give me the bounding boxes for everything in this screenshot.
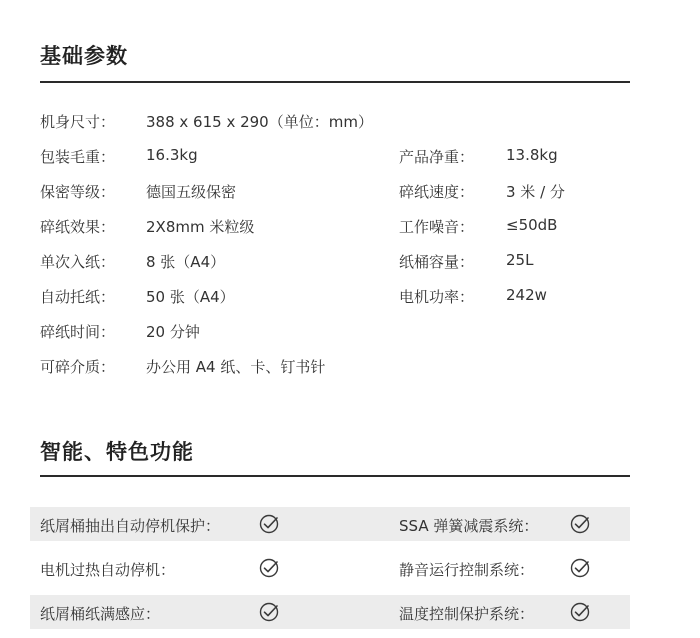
spec-label: 碎纸效果：: [40, 218, 116, 236]
spec-label: 可碎介质：: [40, 358, 116, 376]
spec-row: [40, 146, 640, 170]
spec-value: 2X8mm 米粒级: [146, 218, 255, 236]
basic-params-title: 基础参数: [40, 44, 128, 68]
spec-value: 20 分钟: [146, 323, 200, 341]
spec-value: 3 米 / 分: [506, 183, 565, 201]
feature-row: [30, 551, 630, 585]
spec-value: 25L: [506, 251, 534, 269]
check-circle-icon: [258, 557, 280, 579]
spec-value: 办公用 A4 纸、卡、钉书针: [146, 358, 326, 376]
spec-row: [40, 181, 640, 205]
spec-row: [40, 111, 640, 135]
spec-row: [40, 286, 640, 310]
spec-value: 16.3kg: [146, 146, 198, 164]
spec-label: 电机功率：: [399, 288, 475, 306]
spec-row: [40, 251, 640, 275]
feature-label: SSA 弹簧减震系统：: [399, 517, 539, 535]
spec-value: ≤50dB: [506, 216, 558, 234]
spec-label: 包装毛重：: [40, 148, 116, 166]
spec-label: 保密等级：: [40, 183, 116, 201]
section-divider: [40, 475, 630, 477]
spec-value: 8 张（A4）: [146, 253, 226, 271]
spec-label: 自动托纸：: [40, 288, 116, 306]
features-title: 智能、特色功能: [40, 440, 194, 464]
spec-value: 德国五级保密: [146, 183, 237, 201]
spec-row: [40, 321, 640, 345]
spec-value: 13.8kg: [506, 146, 558, 164]
feature-label: 纸屑桶纸满感应：: [40, 605, 161, 623]
spec-label: 纸桶容量：: [399, 253, 475, 271]
spec-value: 50 张（A4）: [146, 288, 235, 306]
spec-label: 碎纸时间：: [40, 323, 116, 341]
spec-label: 单次入纸：: [40, 253, 116, 271]
feature-label: 电机过热自动停机：: [40, 561, 176, 579]
spec-label: 工作噪音：: [399, 218, 475, 236]
feature-label: 纸屑桶抽出自动停机保护：: [40, 517, 221, 535]
feature-row: [30, 595, 630, 629]
spec-value: 242w: [506, 286, 547, 304]
feature-label: 静音运行控制系统：: [399, 561, 535, 579]
check-circle-icon: [569, 557, 591, 579]
spec-row: [40, 216, 640, 240]
check-circle-icon: [569, 601, 591, 623]
section-divider: [40, 81, 630, 83]
spec-value: 388 x 615 x 290（单位：mm）: [146, 113, 373, 131]
check-circle-icon: [258, 513, 280, 535]
feature-label: 温度控制保护系统：: [399, 605, 535, 623]
check-circle-icon: [569, 513, 591, 535]
feature-row: [30, 507, 630, 541]
spec-label: 碎纸速度：: [399, 183, 475, 201]
spec-label: 机身尺寸：: [40, 113, 116, 131]
check-circle-icon: [258, 601, 280, 623]
spec-row: [40, 356, 640, 380]
spec-label: 产品净重：: [399, 148, 475, 166]
